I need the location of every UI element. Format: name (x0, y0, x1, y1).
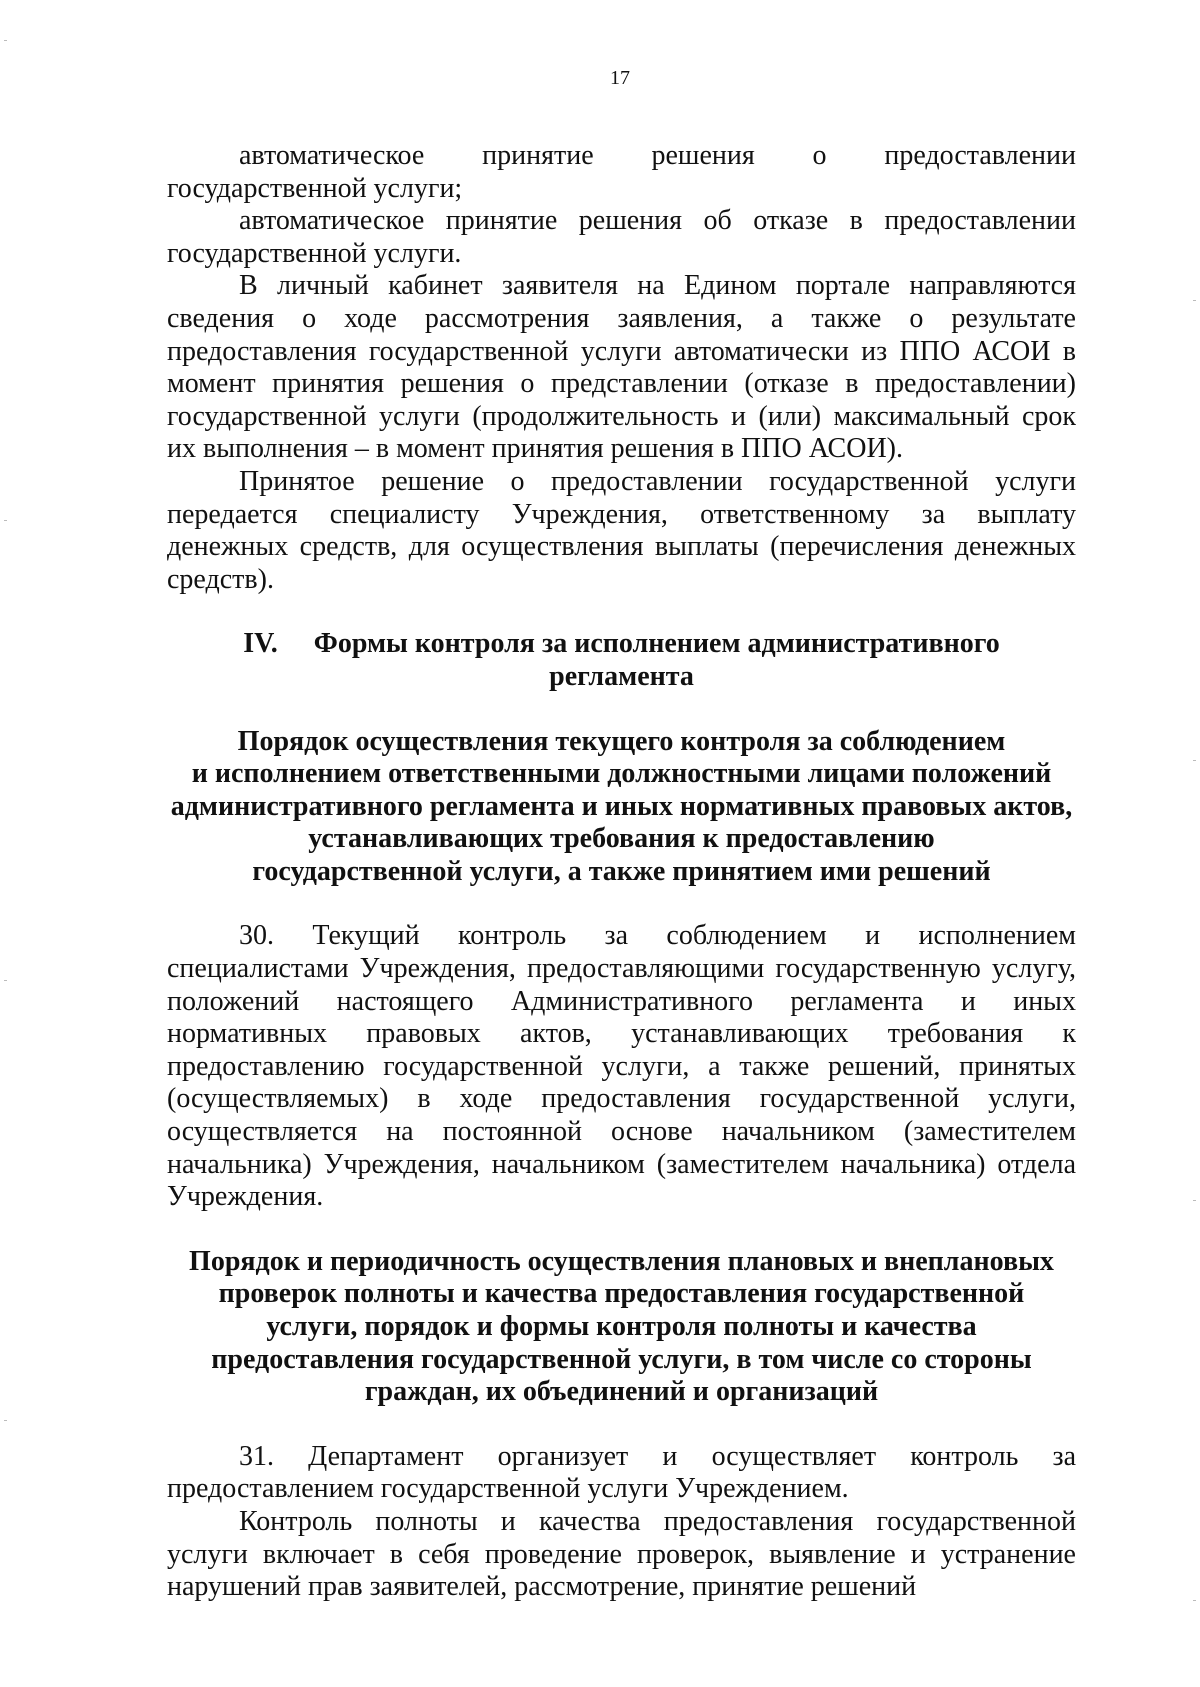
paragraph: 30. Текущий контроль за соблюдением и исполнением специалистами Учреждения, предоставляющими государственную услугу, положений настоящего Административного регламента и иных нормативных правовых актов, устанавливающих требования к предоставлению государственной услуги, а также решений, принятых (осуществляемых) в ходе предоставления государственной услуги, осуществляется на постоянной основе начальником (заместителем начальника) Учреждения, начальником (заместителем начальника) отдела Учреждения. (167, 920, 1076, 1213)
heading-line: граждан, их объединений и организаций (364, 1376, 879, 1408)
scan-margin-mark (1193, 300, 1196, 301)
heading-line: Порядок и периодичность осуществления плановых и внеплановых (189, 1245, 1054, 1277)
scan-margin-mark (4, 520, 7, 521)
subsection-heading (167, 1246, 1076, 1409)
heading-line: устанавливающих требования к предоставлению (308, 823, 935, 855)
paragraph: автоматическое принятие решения о предоставлении государственной услуги; (167, 140, 1076, 204)
section-title-line: Формы контроля за исполнением административного (313, 628, 1000, 660)
document-body (167, 140, 1076, 1604)
paragraph: Принятое решение о предоставлении государственной услуги передается специалисту Учреждения, ответственному за выплату денежных средств, для осуществления выплаты (перечисления денежных средств). (167, 465, 1076, 595)
section-title (167, 628, 1076, 693)
scan-margin-mark (1193, 1600, 1196, 1601)
scan-margin-mark (4, 980, 7, 981)
page-number: 17 (610, 67, 630, 89)
scan-margin-mark (1193, 1200, 1196, 1201)
section-number: IV. (243, 628, 278, 660)
heading-line: административного регламента и иных нормативных правовых актов, (170, 790, 1073, 822)
paragraph: Контроль полноты и качества предоставления государственной услуги включает в себя проведение проверок, выявление и устранение нарушений прав заявителей, рассмотрение, принятие решений (167, 1505, 1076, 1603)
scan-margin-mark (1193, 760, 1196, 761)
section-title-line: регламента (549, 660, 694, 692)
heading-line: проверок полноты и качества предоставления государственной (218, 1278, 1025, 1310)
heading-line: и исполнением ответственными должностными лицами положений (191, 758, 1052, 790)
scan-margin-mark (4, 1420, 7, 1421)
paragraph: 31. Департамент организует и осуществляет контроль за предоставлением государственной услуги Учреждением. (167, 1440, 1076, 1505)
heading-line: государственной услуги, а также принятием ими решений (252, 855, 991, 887)
subsection-heading (167, 726, 1076, 889)
paragraph: В личный кабинет заявителя на Едином портале направляются сведения о ходе рассмотрения заявления, а также о результате предоставления государственной услуги автоматически из ППО АСОИ в момент принятия решения о представлении (отказе в предоставлении) государственной услуги (продолжительность и (или) максимальный срок их выполнения – в момент принятия решения в ППО АСОИ). (167, 270, 1076, 465)
heading-line: услуги, порядок и формы контроля полноты и качества (266, 1311, 977, 1342)
heading-line: предоставления государственной услуги, в том числе со стороны (211, 1343, 1032, 1375)
paragraph: автоматическое принятие решения об отказе в предоставлении государственной услуги. (167, 205, 1076, 269)
heading-line: Порядок осуществления текущего контроля за соблюдением (237, 725, 1006, 757)
scan-margin-mark (4, 40, 7, 41)
